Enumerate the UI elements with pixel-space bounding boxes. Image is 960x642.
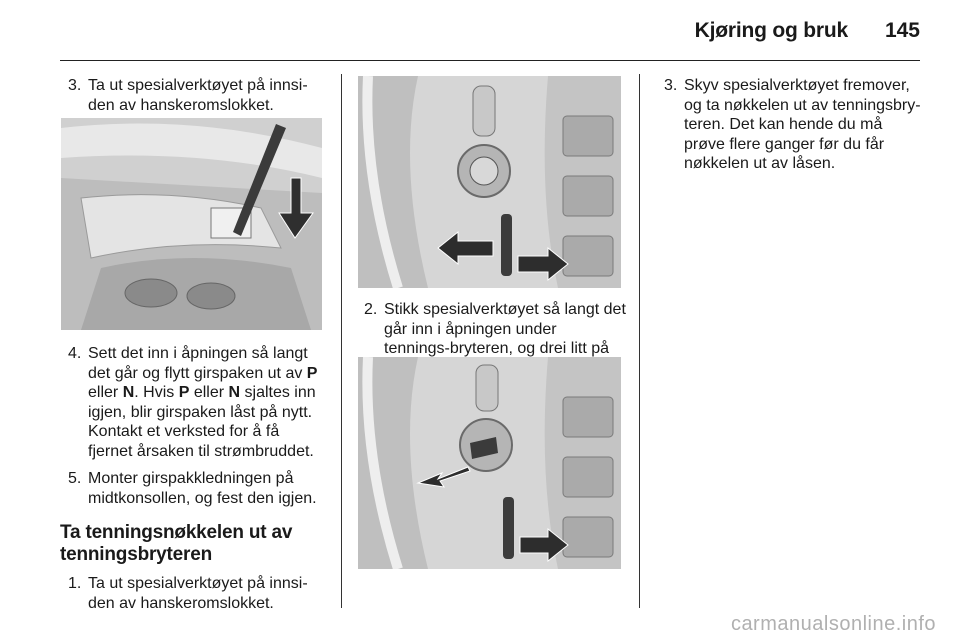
step-5-item: [62, 469, 326, 508]
step-1-item: [62, 574, 326, 613]
step-text: Monter girspakkledningen på midtkonsollen, og fest den igjen.: [88, 470, 317, 507]
gear-p-label: P: [306, 364, 318, 382]
text-run: eller: [88, 384, 123, 401]
column-divider-right: [639, 74, 640, 608]
step-number: 2.: [364, 301, 378, 318]
gear-n-label: N: [228, 384, 241, 401]
gear-p-label: P: [178, 384, 190, 401]
section-title: Kjøring og bruk: [694, 19, 848, 42]
step-text: Stikk spesialverktøyet så langt det går inn i åpningen under tennings-bryteren, og drei litt på: [384, 301, 626, 357]
step-3-item: [62, 76, 326, 115]
step-3-item: [658, 76, 924, 174]
text-run: . Hvis: [134, 384, 179, 401]
column-3: [658, 76, 924, 174]
column-1-lower: [62, 344, 326, 613]
text-run: sjaltes inn igjen, blir girspaken låst på nytt. Kontakt et verksted for å få fjernet årsaken til strømbruddet.: [88, 384, 316, 460]
text-run: Sett det inn i åpningen så langt det går og flytt girspaken ut av: [88, 345, 308, 382]
step-text: [88, 344, 326, 461]
column-1: [62, 76, 326, 115]
page-number: 145: [884, 19, 920, 42]
step-number: 1.: [68, 575, 82, 592]
text-run: eller: [189, 384, 229, 401]
step-number: 5.: [68, 470, 82, 487]
page-header: [0, 0, 960, 62]
gear-console-drawing: [61, 118, 322, 330]
step-number: 3.: [68, 77, 82, 94]
ignition-tool-insert-illustration: [358, 76, 621, 288]
header-rule: [60, 60, 920, 61]
gear-n-label: N: [122, 384, 135, 401]
watermark: carmanualsonline.info: [730, 613, 936, 635]
column-divider-left: [341, 74, 342, 608]
step-text: Skyv spesialverktøyet fremover, og ta nøkkelen ut av tenningsbry-teren. Det kan hende du må prøve flere ganger før du får nøkkelen ut av låsen.: [684, 77, 921, 172]
step-number: 3.: [664, 77, 678, 94]
key-removal-drawing: [358, 357, 621, 569]
step-text: Ta ut spesialverktøyet på innsi-den av hanskeromslokket.: [88, 575, 308, 612]
section-heading: Ta tenningsnøkkelen ut av tenningsbryteren: [60, 522, 293, 565]
ignition-insert-drawing: [358, 76, 621, 288]
gear-console-illustration: [61, 118, 322, 330]
key-removal-illustration: [358, 357, 621, 569]
step-number: 4.: [68, 345, 82, 362]
step-text: Ta ut spesialverktøyet på innsi-den av hanskeromslokket.: [88, 77, 308, 114]
step-4-item: [62, 344, 326, 461]
